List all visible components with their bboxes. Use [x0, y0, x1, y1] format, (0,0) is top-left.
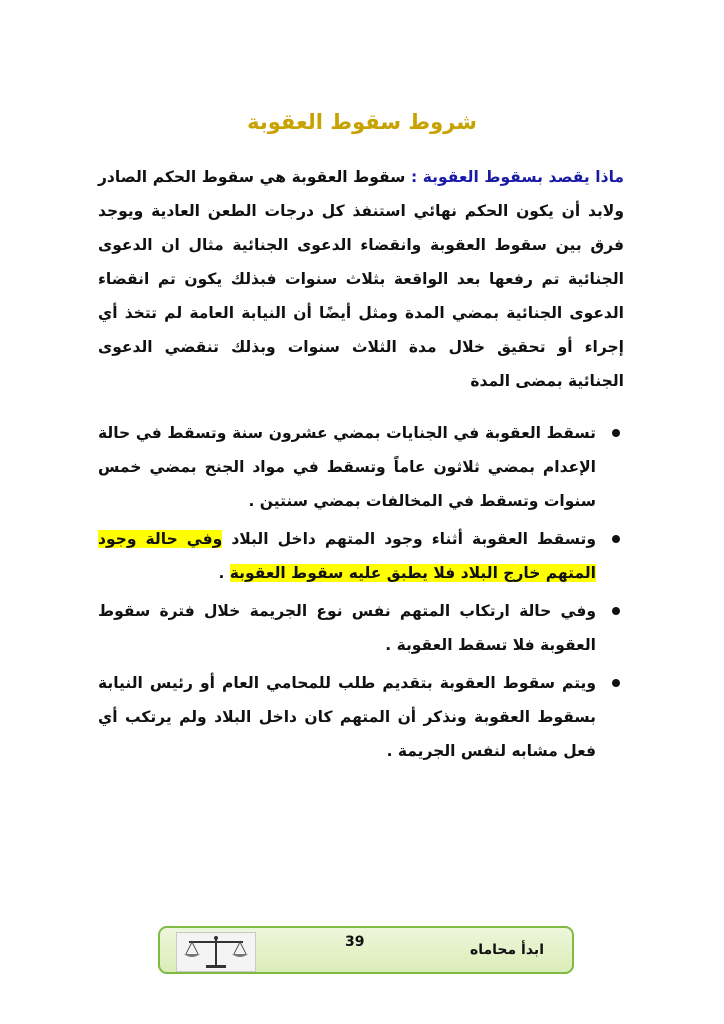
- bullet-text: تسقط العقوبة في الجنايات بمضي عشرون سنة وتسقط في حالة الإعدام بمضي ثلاثون عاماً وتسقط في مواد الجنح بمضي خمس سنوات وتسقط في المخالفات بمضي سنتين .: [98, 424, 596, 510]
- page-title: شروط سقوط العقوبة: [247, 110, 477, 134]
- list-item: [98, 416, 624, 518]
- intro-text: سقوط العقوبة هي سقوط الحكم الصادر ولابد أن يكون الحكم نهائي استنفذ كل درجات الطعن العادية ويوجد فرق بين سقوط العقوبة وانقضاء الدعوى الجنائية مثال ان الدعوى الجنائية تم رفعها بعد الواقعة بثلاث سنوات فبذلك يكون تم انقضاء الدعوى الجنائية بمضي المدة ومثل أيضًا أن النيابة العامة لم تتخذ أي إجراء أو تحقيق خلال مدة الثلاث سنوات وبذلك تنقضي الدعوى الجنائية بمضى المدة: [98, 168, 624, 390]
- document-body: [98, 160, 624, 772]
- bullet-icon: [612, 535, 620, 543]
- bullet-text: ويتم سقوط العقوبة بتقديم طلب للمحامي العام أو رئيس النيابة بسقوط العقوبة ونذكر أن المتهم كان داخل البلاد ولم يرتكب أي فعل مشابه لنفس الجريمة .: [98, 674, 596, 760]
- bullet-list: [98, 416, 624, 768]
- bullet-icon: [612, 607, 620, 615]
- list-item: [98, 666, 624, 768]
- bullet-tail: .: [218, 564, 230, 582]
- bullet-text: وفي حالة ارتكاب المتهم نفس نوع الجريمة خلال فترة سقوط العقوبة فلا تسقط العقوبة .: [98, 602, 596, 654]
- scales-of-justice-icon: [176, 932, 256, 972]
- highlighted-text: وفي حالة وجود المتهم خارج البلاد فلا يطبق عليه سقوط العقوبة: [98, 530, 596, 582]
- bullet-text: وتسقط العقوبة أثناء وجود المتهم داخل البلاد: [222, 530, 597, 548]
- list-item: [98, 522, 624, 590]
- intro-paragraph: [98, 160, 624, 398]
- intro-lead: ماذا يقصد بسقوط العقوبة :: [410, 168, 624, 186]
- bullet-icon: [612, 429, 620, 437]
- page-number: 39: [345, 934, 365, 950]
- bullet-icon: [612, 679, 620, 687]
- page-footer: [158, 926, 574, 974]
- author-name: ابدأ محاماه: [469, 942, 544, 958]
- list-item: [98, 594, 624, 662]
